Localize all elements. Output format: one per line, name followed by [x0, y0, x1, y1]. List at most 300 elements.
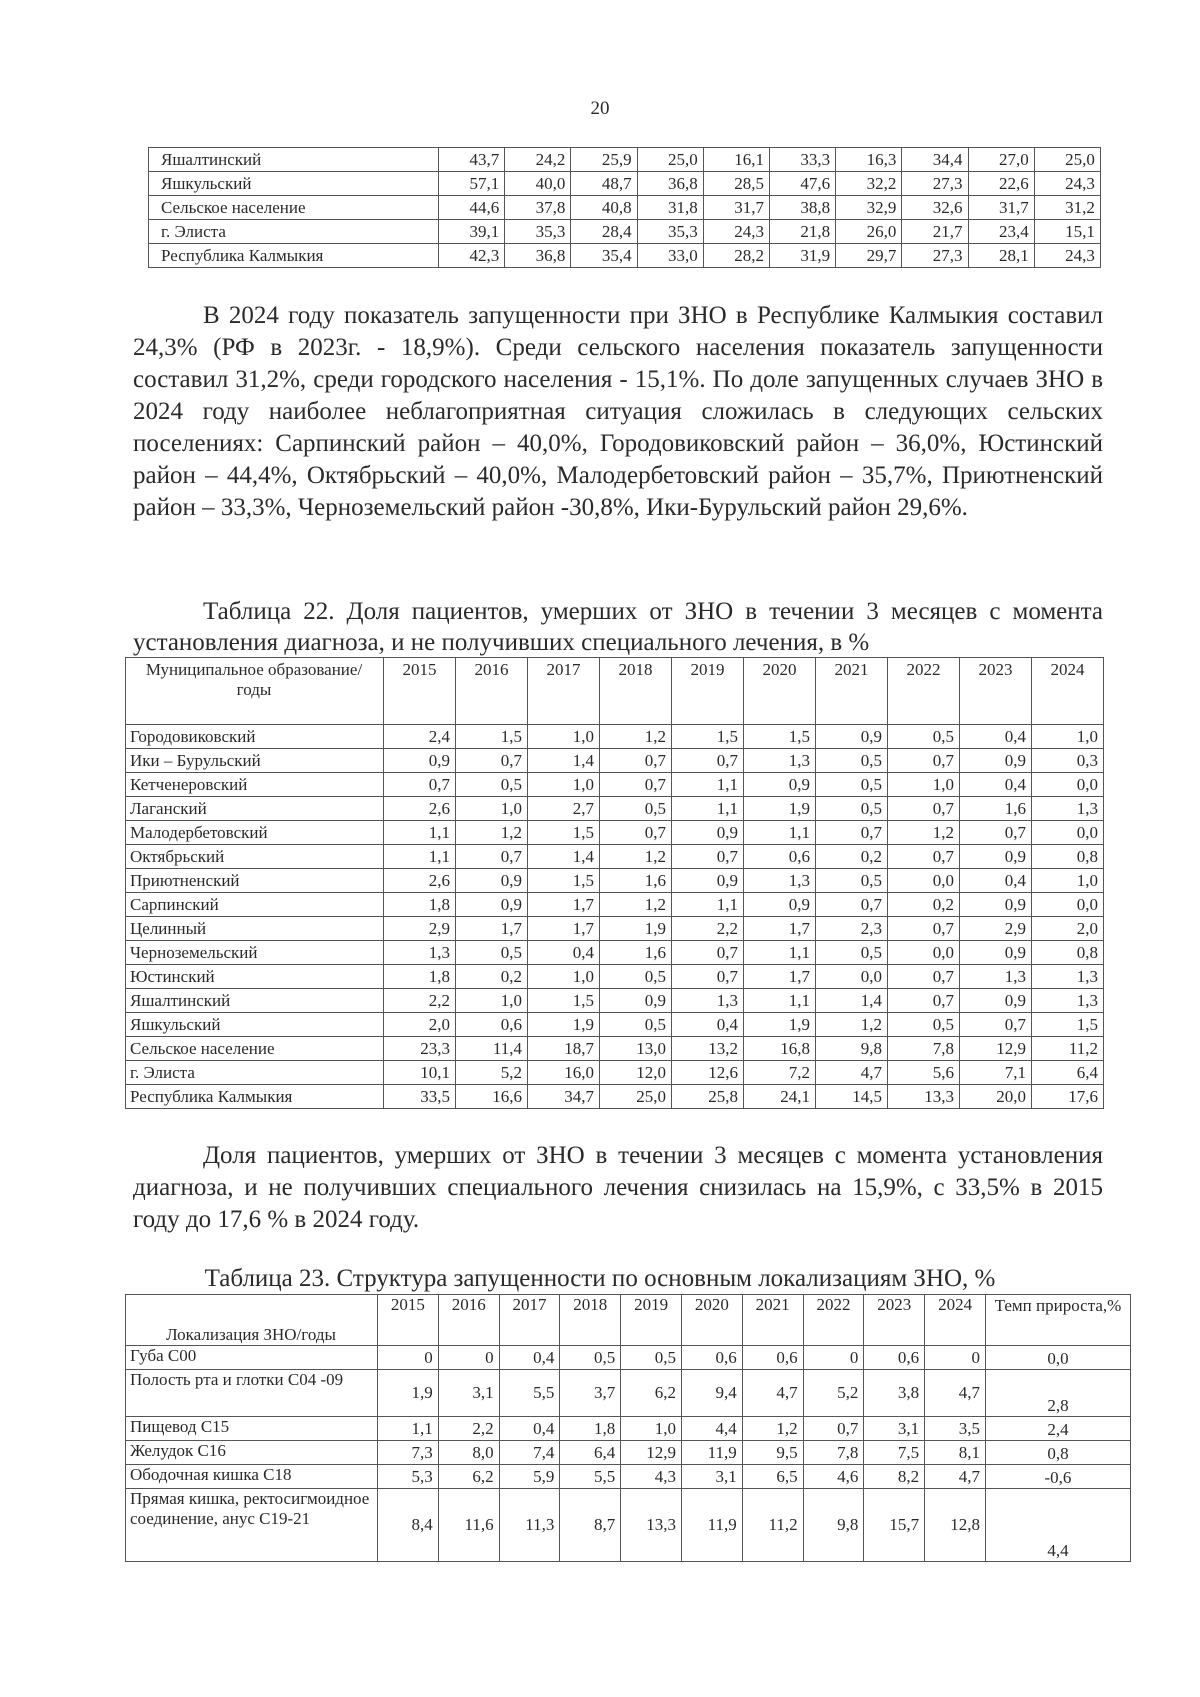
table-cell: 1,0 [456, 989, 528, 1013]
table-cell: 1,6 [600, 941, 672, 965]
table-cell: 1,5 [456, 725, 528, 749]
table-cell: 11,6 [438, 1489, 499, 1562]
table-row [149, 172, 1101, 196]
table-cell: 31,7 [703, 196, 769, 220]
table-cell: 0,7 [816, 893, 888, 917]
table-cell: 4,7 [816, 1061, 888, 1085]
row-label: Полость рта и глотки С04 -09 [126, 1370, 378, 1417]
table-cell: 1,3 [384, 941, 456, 965]
table-cell: 2,7 [528, 797, 600, 821]
table-cell: 28,2 [703, 244, 769, 268]
table-cell: 1,5 [1032, 1013, 1104, 1037]
table-cell: 0,7 [888, 965, 960, 989]
table-cell: 35,3 [637, 220, 703, 244]
table-row [126, 797, 1104, 821]
table-cell: 1,3 [1032, 989, 1104, 1013]
year-header: 2020 [744, 658, 816, 725]
table-cell: 12,0 [600, 1061, 672, 1085]
table-cell: 13,3 [888, 1085, 960, 1109]
table-cell: 1,1 [384, 821, 456, 845]
table-cell: 39,1 [439, 220, 505, 244]
row-label: Желудок С16 [126, 1441, 378, 1465]
table-cell: 0,7 [803, 1417, 864, 1441]
table-cell: 8,0 [438, 1441, 499, 1465]
row-label: Ободочная кишка С18 [126, 1465, 378, 1489]
table-cell: 2,4 [384, 725, 456, 749]
table-cell: 43,7 [439, 148, 505, 172]
table-cell: 1,1 [672, 797, 744, 821]
table22-caption: Таблица 22. Доля пациентов, умерших от ЗНО в течении 3 месяцев с момента установления диагноза, и не получивших специального лечения, в % [133, 598, 1103, 656]
table-cell: 48,7 [571, 172, 637, 196]
table-cell: 0,5 [816, 797, 888, 821]
table-cell: 1,9 [744, 1013, 816, 1037]
table-cell: 16,1 [703, 148, 769, 172]
table-cell: 17,6 [1032, 1085, 1104, 1109]
table-cell: 0,4 [960, 773, 1032, 797]
table-cell: 1,2 [600, 845, 672, 869]
table-cell: 6,4 [1032, 1061, 1104, 1085]
row-label: Сарпинский [126, 893, 384, 917]
table-cell: 0,7 [672, 965, 744, 989]
table-row [126, 989, 1104, 1013]
growth-cell: 2,8 [985, 1370, 1130, 1417]
table-cell: 27,0 [968, 148, 1034, 172]
row-label: Губа С00 [126, 1346, 378, 1370]
table-cell: 31,9 [769, 244, 835, 268]
row-label: Сельское население [126, 1037, 384, 1061]
table-cell: 0,5 [456, 941, 528, 965]
table-cell: 4,4 [681, 1417, 742, 1441]
table-cell: 1,3 [960, 965, 1032, 989]
table-cell: 7,5 [864, 1441, 925, 1465]
table-cell: 0,9 [384, 749, 456, 773]
table-cell: 24,1 [744, 1085, 816, 1109]
table-cell: 0,4 [528, 941, 600, 965]
table-cell: 0,0 [1032, 893, 1104, 917]
table-cell: 0,5 [621, 1346, 682, 1370]
table-cell: 5,5 [560, 1465, 621, 1489]
table-cell: 25,9 [571, 148, 637, 172]
table-cell: 0,4 [960, 725, 1032, 749]
table-cell: 11,2 [1032, 1037, 1104, 1061]
table-cell: 1,0 [528, 725, 600, 749]
table-row [126, 1037, 1104, 1061]
table23-header-name: Локализация ЗНО/годы [126, 1295, 378, 1346]
row-label: Юстинский [126, 965, 384, 989]
table-cell: 1,0 [621, 1417, 682, 1441]
table-cell: 0,6 [744, 845, 816, 869]
year-header: 2019 [672, 658, 744, 725]
table-cell: 1,2 [742, 1417, 803, 1441]
table-cell: 12,6 [672, 1061, 744, 1085]
table-cell: 31,7 [968, 196, 1034, 220]
year-header: 2015 [384, 658, 456, 725]
table-cell: 5,5 [499, 1370, 560, 1417]
table-cell: 0,9 [672, 821, 744, 845]
table-cell: 0,6 [681, 1346, 742, 1370]
table-cell: 2,3 [816, 917, 888, 941]
table-cell: 11,3 [499, 1489, 560, 1562]
table-cell: 0,7 [888, 989, 960, 1013]
table-row [126, 845, 1104, 869]
table-cell: 0,7 [888, 749, 960, 773]
table-cell: 0,7 [672, 845, 744, 869]
table-cell: 1,7 [528, 893, 600, 917]
table-cell: 0 [803, 1346, 864, 1370]
table-cell: 24,3 [1034, 172, 1100, 196]
table-cell: 7,1 [960, 1061, 1032, 1085]
table-cell: 0,9 [960, 941, 1032, 965]
year-header: 2024 [925, 1295, 986, 1346]
table-cell: 32,6 [902, 196, 968, 220]
table-cell: 0,9 [456, 893, 528, 917]
table-cell: 0,0 [816, 965, 888, 989]
table-cell: 4,7 [742, 1370, 803, 1417]
table-cell: 1,7 [528, 917, 600, 941]
table-cell: 2,2 [672, 917, 744, 941]
table-cell: 0,9 [672, 869, 744, 893]
table-cell: 1,9 [600, 917, 672, 941]
table-cell: 0,0 [1032, 821, 1104, 845]
table-cell: 42,3 [439, 244, 505, 268]
table-cell: 15,7 [864, 1489, 925, 1562]
table-cell: 44,6 [439, 196, 505, 220]
table-cell: 0 [378, 1346, 439, 1370]
table-cell: 35,3 [505, 220, 571, 244]
table-cell: 2,9 [384, 917, 456, 941]
table-row [126, 1085, 1104, 1109]
row-label: Малодербетовский [126, 821, 384, 845]
table-row [126, 1346, 1131, 1370]
table-cell: 0,6 [742, 1346, 803, 1370]
table-cell: 36,8 [505, 244, 571, 268]
table-cell: 0,4 [499, 1346, 560, 1370]
table-row [126, 893, 1104, 917]
table-cell: 6,2 [438, 1465, 499, 1489]
row-label: Яшкульский [149, 172, 439, 196]
table22-header-name: Муниципальное образование/годы [126, 658, 384, 725]
table-cell: 3,1 [438, 1370, 499, 1417]
table-cell: 1,5 [528, 869, 600, 893]
table-cell: 4,7 [925, 1465, 986, 1489]
table-cell: 5,9 [499, 1465, 560, 1489]
growth-header: Темп прироста,% [985, 1295, 1130, 1346]
table-cell: 3,1 [681, 1465, 742, 1489]
table-cell: 0,7 [960, 821, 1032, 845]
table-cell: 5,2 [803, 1370, 864, 1417]
table-cell: 5,3 [378, 1465, 439, 1489]
table-cell: 4,7 [925, 1370, 986, 1417]
table-row [126, 869, 1104, 893]
row-label: Октябрьский [126, 845, 384, 869]
table-cell: 0,7 [888, 797, 960, 821]
table-cell: 0,9 [456, 869, 528, 893]
table-row [126, 1465, 1131, 1489]
table-cell: 1,5 [528, 821, 600, 845]
table-cell: 0,7 [384, 773, 456, 797]
table-cell: 15,1 [1034, 220, 1100, 244]
table-cell: 1,0 [888, 773, 960, 797]
table-cell: 6,5 [742, 1465, 803, 1489]
table-cell: 0,5 [816, 773, 888, 797]
table-cell: 0,5 [600, 965, 672, 989]
table-cell: 24,3 [703, 220, 769, 244]
table-cell: 33,5 [384, 1085, 456, 1109]
table-cell: 16,8 [744, 1037, 816, 1061]
table-cell: 0,7 [672, 941, 744, 965]
table-cell: 2,0 [384, 1013, 456, 1037]
table-cell: 9,8 [803, 1489, 864, 1562]
table-cell: 0,5 [600, 797, 672, 821]
table-row [126, 1417, 1131, 1441]
year-header: 2018 [560, 1295, 621, 1346]
table-cell: 0,7 [672, 749, 744, 773]
table-cell: 7,8 [803, 1441, 864, 1465]
table-cell: 1,0 [456, 797, 528, 821]
table-cell: 34,4 [902, 148, 968, 172]
table-row [126, 1370, 1131, 1417]
table-cell: 1,5 [672, 725, 744, 749]
table-cell: 0,2 [816, 845, 888, 869]
table-cell: 0,6 [456, 1013, 528, 1037]
row-label: г. Элиста [126, 1061, 384, 1085]
table-cell: 2,6 [384, 869, 456, 893]
table-cell: 14,5 [816, 1085, 888, 1109]
table-cell: 16,6 [456, 1085, 528, 1109]
table-cell: 1,0 [528, 773, 600, 797]
table-cell: 0,5 [456, 773, 528, 797]
table-cell: 1,1 [672, 773, 744, 797]
table-cell: 11,9 [681, 1441, 742, 1465]
table-cell: 40,0 [505, 172, 571, 196]
year-header: 2023 [864, 1295, 925, 1346]
paragraph-decline-summary: Доля пациентов, умерших от ЗНО в течении 3 месяцев с момента установления диагноза, и не получивших специального лечения снизилась на 15,9%, с 33,5% в 2015 году до 17,6 % в 2024 году. [133, 1142, 1103, 1233]
table-cell: 0,3 [1032, 749, 1104, 773]
year-header: 2018 [600, 658, 672, 725]
table-cell: 0,4 [499, 1417, 560, 1441]
table-cell: 0,2 [888, 893, 960, 917]
year-header: 2017 [528, 658, 600, 725]
table-cell: 3,8 [864, 1370, 925, 1417]
table-cell: 1,4 [528, 749, 600, 773]
table-cell: 0,2 [456, 965, 528, 989]
table-cell: 0,6 [864, 1346, 925, 1370]
table-cell: 32,2 [836, 172, 902, 196]
row-label: Яшалтинский [149, 148, 439, 172]
table-cell: 5,6 [888, 1061, 960, 1085]
table-cell: 0,0 [888, 869, 960, 893]
table-cell: 12,9 [960, 1037, 1032, 1061]
table-cell: 1,1 [378, 1417, 439, 1441]
table-cell: 1,1 [744, 941, 816, 965]
table-cell: 9,4 [681, 1370, 742, 1417]
row-label: Лаганский [126, 797, 384, 821]
table-cell: 35,4 [571, 244, 637, 268]
table-cell: 1,7 [744, 917, 816, 941]
table-cell: 0,5 [600, 1013, 672, 1037]
table-cell: 1,4 [528, 845, 600, 869]
table-cell: 1,2 [816, 1013, 888, 1037]
table-cell: 6,4 [560, 1441, 621, 1465]
year-header: 2021 [742, 1295, 803, 1346]
table-cell: 32,9 [836, 196, 902, 220]
table-cell: 31,8 [637, 196, 703, 220]
table-cell: 1,6 [600, 869, 672, 893]
table-row [126, 725, 1104, 749]
table-cell: 0,5 [816, 749, 888, 773]
table-cell: 0,5 [888, 1013, 960, 1037]
table22 [125, 657, 1104, 1109]
table-cell: 34,7 [528, 1085, 600, 1109]
table-cell: 11,4 [456, 1037, 528, 1061]
table-cell: 0,5 [888, 725, 960, 749]
row-label: Пищевод С15 [126, 1417, 378, 1441]
table-row [149, 196, 1101, 220]
table-cell: 47,6 [769, 172, 835, 196]
table23 [125, 1294, 1131, 1562]
table-cell: 21,7 [902, 220, 968, 244]
row-label: Республика Калмыкия [149, 244, 439, 268]
table-cell: 3,5 [925, 1417, 986, 1441]
table-row [126, 1013, 1104, 1037]
year-header: 2022 [803, 1295, 864, 1346]
table-cell: 20,0 [960, 1085, 1032, 1109]
table-cell: 1,1 [744, 989, 816, 1013]
table-cell: 1,9 [378, 1370, 439, 1417]
year-header: 2019 [621, 1295, 682, 1346]
year-header: 2016 [438, 1295, 499, 1346]
table-row [126, 965, 1104, 989]
table-cell: 8,7 [560, 1489, 621, 1562]
page-number: 20 [590, 98, 610, 119]
table-cell: 9,5 [742, 1441, 803, 1465]
table-cell: 0,9 [816, 725, 888, 749]
row-label: Яшкульский [126, 1013, 384, 1037]
table-cell: 0,8 [1032, 845, 1104, 869]
year-header: 2023 [960, 658, 1032, 725]
table-cell: 22,6 [968, 172, 1034, 196]
table-cell: 25,0 [1034, 148, 1100, 172]
table-cell: 0,7 [600, 821, 672, 845]
table-cell: 1,7 [456, 917, 528, 941]
table-cell: 0,7 [888, 917, 960, 941]
table-cell: 33,0 [637, 244, 703, 268]
table-cell: 2,2 [438, 1417, 499, 1441]
table-cell: 25,0 [637, 148, 703, 172]
table-cell: 28,4 [571, 220, 637, 244]
table-cell: 13,2 [672, 1037, 744, 1061]
table23-header-row [126, 1295, 1131, 1346]
table-cell: 0,7 [456, 749, 528, 773]
table-cell: 2,2 [384, 989, 456, 1013]
table-cell: 12,8 [925, 1489, 986, 1562]
table-cell: 1,8 [384, 893, 456, 917]
table-cell: 0,5 [816, 941, 888, 965]
table-cell: 4,6 [803, 1465, 864, 1489]
table-cell: 13,3 [621, 1489, 682, 1562]
table-cell: 40,8 [571, 196, 637, 220]
table-cell: 1,9 [744, 797, 816, 821]
table-row [149, 148, 1101, 172]
table21-tail [148, 147, 1101, 268]
table-cell: 5,2 [456, 1061, 528, 1085]
table-cell: 0,9 [960, 845, 1032, 869]
table-cell: 2,6 [384, 797, 456, 821]
table-cell: 1,0 [1032, 725, 1104, 749]
paragraph-neglect-2024: В 2024 году показатель запущенности при ЗНО в Республике Калмыкия составил 24,3% (РФ в 2023г. - 18,9%). Среди сельского населения показатель запущенности составил 31,2%, среди городского населения - 15,1%. По доле запущенных случаев ЗНО в 2024 году наиболее неблагоприятная ситуация сложилась в следующих сельских поселениях: Сарпинский район – 40,0%, Городовиковский район – 36,0%, Юстинский район – 44,4%, Октябрьский – 40,0%, Малодербетовский район – 35,7%, Приютненский район – 33,3%, Черноземельский район -30,8%, Ики-Бурульский район 29,6%. [133, 302, 1103, 521]
table-cell: 1,3 [672, 989, 744, 1013]
table-cell: 38,8 [769, 196, 835, 220]
year-header: 2016 [456, 658, 528, 725]
table-cell: 11,2 [742, 1489, 803, 1562]
table-cell: 11,9 [681, 1489, 742, 1562]
table-cell: 23,3 [384, 1037, 456, 1061]
table-cell: 2,9 [960, 917, 1032, 941]
table-cell: 1,2 [600, 893, 672, 917]
table-cell: 1,5 [744, 725, 816, 749]
table-cell: 1,3 [1032, 797, 1104, 821]
table-cell: 6,2 [621, 1370, 682, 1417]
year-header: 2020 [681, 1295, 742, 1346]
table-cell: 1,5 [528, 989, 600, 1013]
table-cell: 7,4 [499, 1441, 560, 1465]
table-cell: 8,1 [925, 1441, 986, 1465]
row-label: Приютненский [126, 869, 384, 893]
table-cell: 8,2 [864, 1465, 925, 1489]
table-cell: 1,0 [528, 965, 600, 989]
table-cell: 1,9 [528, 1013, 600, 1037]
table-cell: 1,7 [744, 965, 816, 989]
table-cell: 18,7 [528, 1037, 600, 1061]
year-header: 2024 [1032, 658, 1104, 725]
table-row [126, 749, 1104, 773]
table-cell: 25,0 [600, 1085, 672, 1109]
table-cell: 1,8 [384, 965, 456, 989]
table-cell: 1,3 [744, 869, 816, 893]
table-cell: 7,8 [888, 1037, 960, 1061]
table-cell: 23,4 [968, 220, 1034, 244]
table-row [149, 244, 1101, 268]
table-cell: 26,0 [836, 220, 902, 244]
table-cell: 25,8 [672, 1085, 744, 1109]
table-cell: 9,8 [816, 1037, 888, 1061]
table-cell: 1,2 [888, 821, 960, 845]
table-cell: 28,1 [968, 244, 1034, 268]
table-cell: 8,4 [378, 1489, 439, 1562]
table-cell: 0,9 [744, 773, 816, 797]
table-cell: 16,0 [528, 1061, 600, 1085]
table-cell: 31,2 [1034, 196, 1100, 220]
table-cell: 0,7 [600, 749, 672, 773]
table-cell: 24,2 [505, 148, 571, 172]
table23-caption: Таблица 23. Структура запущенности по основным локализациям ЗНО, % [204, 1265, 996, 1292]
table-row [126, 821, 1104, 845]
table-cell: 0,4 [672, 1013, 744, 1037]
table-cell: 0,7 [960, 1013, 1032, 1037]
table-cell: 27,3 [902, 244, 968, 268]
table-cell: 0,8 [1032, 941, 1104, 965]
table-cell: 37,8 [505, 196, 571, 220]
table-cell: 0,7 [888, 845, 960, 869]
table-cell: 7,2 [744, 1061, 816, 1085]
growth-cell: 0,0 [985, 1346, 1130, 1370]
year-header: 2021 [816, 658, 888, 725]
row-label: Кетченеровский [126, 773, 384, 797]
table-cell: 21,8 [769, 220, 835, 244]
table-row [126, 1061, 1104, 1085]
table-cell: 1,2 [600, 725, 672, 749]
row-label: Ики – Бурульский [126, 749, 384, 773]
